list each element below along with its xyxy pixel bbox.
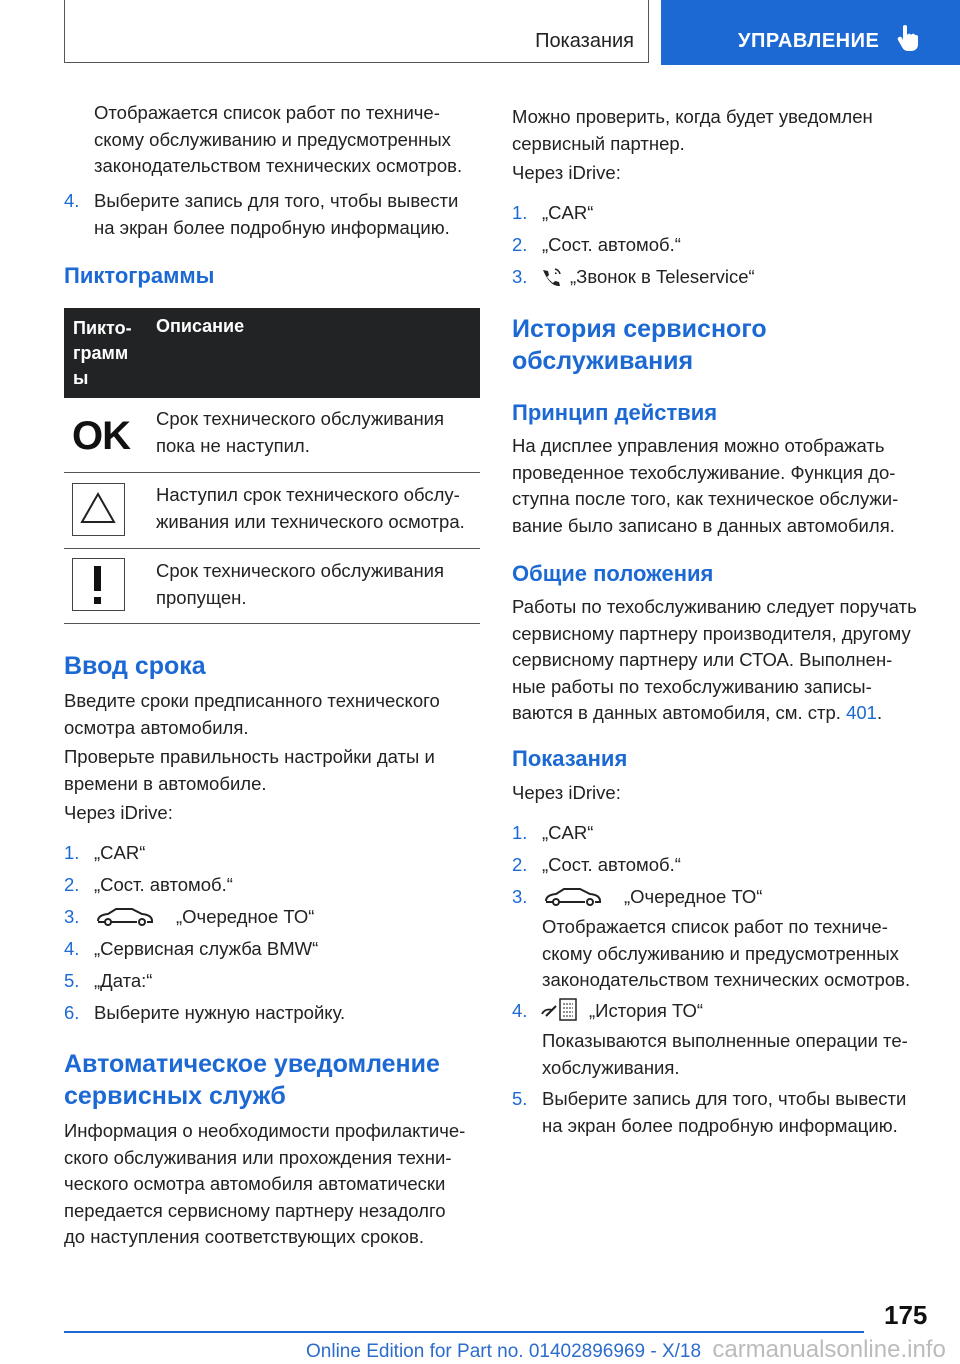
- text-line: хобслуживания.: [542, 1056, 680, 1078]
- step-text: „Сост. автомоб.“: [94, 874, 233, 895]
- text-line: пропущен.: [156, 586, 247, 608]
- step-text: „CAR“: [542, 202, 594, 223]
- text-line: Автоматическое уведомление: [64, 1050, 440, 1078]
- step-number: 1.: [64, 842, 80, 863]
- text-line: Информация о необходимости профилактиче-: [64, 1120, 466, 1141]
- check-paragraph: [512, 104, 932, 157]
- step-text: „Сост. автомоб.“: [542, 854, 681, 875]
- page-number: 175: [884, 1300, 928, 1330]
- text-line: Выберите запись для того, чтобы вывести: [542, 1088, 907, 1109]
- edition-text: Online Edition for Part no. 01402896969 - X/18: [306, 1341, 702, 1362]
- via-idrive: Через iDrive:: [64, 802, 173, 823]
- text-line: сервисный партнер.: [512, 132, 685, 154]
- page-link[interactable]: 401: [846, 702, 877, 723]
- step-number: 2.: [64, 874, 80, 895]
- table-divider: [64, 623, 480, 624]
- general-heading: Общие положения: [512, 561, 714, 586]
- text-line: пока не наступил.: [156, 434, 310, 456]
- step-number: 1.: [512, 822, 528, 843]
- date-paragraph-1: [64, 688, 484, 741]
- footer-divider: [64, 1331, 864, 1333]
- step-number: 4.: [64, 190, 80, 211]
- chapter-tab-label: УПРАВЛЕНИЕ: [738, 30, 880, 52]
- text-line: ные работы по техобслуживанию записы-: [512, 675, 872, 697]
- text-line: [512, 700, 952, 727]
- text-line: Наступил срок технического обслу-: [156, 484, 460, 505]
- readings-heading: Показания: [512, 746, 628, 771]
- text-line: Можно проверить, когда будет уведомлен: [512, 106, 873, 127]
- step-number: 3.: [512, 886, 528, 907]
- step-text: „Очередное ТО“: [624, 886, 763, 907]
- text-line: времени в автомобиле.: [64, 772, 267, 794]
- step-text: „Звонок в Teleservice“: [570, 266, 755, 287]
- table-row-desc: [156, 558, 476, 611]
- car-icon: [94, 905, 156, 927]
- text-line: сервисных служб: [64, 1082, 286, 1110]
- general-text: [512, 594, 952, 727]
- text-line: ступна после того, как техническое обслужи-: [512, 488, 899, 509]
- text-line: передается сервисному партнеру незадолго: [64, 1199, 446, 1221]
- text-line: Срок технического обслуживания: [156, 408, 445, 429]
- step-number: 3.: [64, 906, 80, 927]
- text-line: скому обслуживанию и предусмотренных: [542, 942, 899, 964]
- table-row-desc: [156, 482, 481, 535]
- service-history-icon: [540, 996, 580, 1022]
- hand-pointer-icon: [897, 24, 921, 52]
- step-number: 1.: [512, 202, 528, 223]
- principle-heading: Принцип действия: [512, 400, 718, 425]
- text-line: сервисному партнеру производителя, другому: [512, 622, 911, 644]
- step-text: „Дата:“: [94, 970, 153, 991]
- section-tab-label: Показания: [535, 30, 634, 52]
- table-col2-header: Описание: [156, 316, 245, 336]
- step-number: 2.: [512, 854, 528, 875]
- text-line: Проверьте правильность настройки даты и: [64, 746, 435, 767]
- table-divider: [64, 548, 480, 549]
- text-line: живания или технического осмотра.: [156, 510, 465, 532]
- date-paragraph-2: [64, 744, 484, 797]
- ok-icon-text: OK: [72, 414, 130, 458]
- text-span: .: [876, 702, 883, 723]
- step-text: [94, 188, 494, 241]
- text-line: Введите сроки предписанного технического: [64, 690, 440, 711]
- ok-icon: [72, 414, 130, 459]
- text-line: Выберите запись для того, чтобы вывести: [94, 190, 459, 211]
- step-subtext: [542, 914, 952, 994]
- text-line: Срок технического обслуживания: [156, 560, 445, 581]
- text-line: на экран более подробную информацию.: [542, 1114, 898, 1136]
- text-line: на экран более подробную информацию.: [94, 216, 450, 238]
- text-line: ского обслуживания или прохождения техни-: [64, 1146, 452, 1168]
- step-number: 3.: [512, 266, 528, 287]
- step-text: „Сервисная служба BMW“: [94, 938, 319, 959]
- text-line: скому обслуживанию и предусмотренных: [94, 128, 451, 150]
- text-line: ы: [73, 368, 89, 388]
- step-number: 5.: [512, 1088, 528, 1109]
- watermark: carmanualsonline.info: [712, 1336, 946, 1363]
- text-line: обслуживания: [512, 347, 694, 375]
- text-line: ческого осмотра автомобиля автоматически: [64, 1173, 446, 1194]
- table-col1-header: [73, 316, 148, 391]
- exclamation-icon: [72, 558, 125, 611]
- step-number: 2.: [512, 234, 528, 255]
- step-text: „Очередное ТО“: [176, 906, 315, 927]
- via-idrive: Через iDrive:: [512, 782, 621, 803]
- chapter-tab[interactable]: [661, 0, 960, 65]
- text-line: грамм: [73, 343, 129, 363]
- auto-notification-text: [64, 1118, 484, 1251]
- step-subtext: [542, 1028, 952, 1081]
- principle-text: [512, 433, 942, 539]
- table-divider: [64, 472, 480, 473]
- date-heading: Ввод срока: [64, 652, 206, 680]
- text-line: осмотра автомобиля.: [64, 716, 249, 738]
- text-line: Отображается список работ по техниче-: [94, 102, 440, 123]
- text-line: История сервисного: [512, 315, 767, 343]
- step-number: 4.: [512, 1000, 528, 1021]
- edition-footer: [306, 1336, 946, 1364]
- via-idrive: Через iDrive:: [512, 162, 621, 183]
- step-text: [542, 1086, 952, 1139]
- auto-notification-heading: [64, 1048, 484, 1112]
- text-line: вание было записано в данных автомобиля.: [512, 514, 895, 536]
- text-line: Пикто-: [73, 318, 132, 338]
- phone-service-icon: [540, 266, 564, 288]
- history-heading: [512, 313, 932, 377]
- step-number: 5.: [64, 970, 80, 991]
- pictograms-heading: Пиктограммы: [64, 263, 215, 288]
- text-line: Работы по техобслуживанию следует поручать: [512, 596, 917, 617]
- step-text: „CAR“: [542, 822, 594, 843]
- section-tab[interactable]: [64, 0, 649, 63]
- step-text: „CAR“: [94, 842, 146, 863]
- step-number: 4.: [64, 938, 80, 959]
- text-line: На дисплее управления можно отображать: [512, 435, 885, 456]
- step-text: Выберите нужную настройку.: [94, 1002, 346, 1023]
- text-line: Показываются выполненные операции те-: [542, 1030, 908, 1051]
- warning-triangle-icon: [72, 483, 125, 536]
- step-number: 6.: [64, 1002, 80, 1023]
- intro-paragraph: [94, 100, 494, 180]
- text-line: проведенное техобслуживание. Функция до-: [512, 461, 896, 483]
- step-text: „Сост. автомоб.“: [542, 234, 681, 255]
- text-line: законодательством технических осмотров.: [94, 155, 463, 176]
- step-text: „История ТО“: [589, 1000, 704, 1021]
- text-line: Отображается список работ по техниче-: [542, 916, 888, 937]
- text-line: сервисному партнеру или СТОА. Выполнен-: [512, 649, 893, 670]
- table-header: [64, 308, 480, 398]
- text-span: ваются в данных автомобиля, см. стр.: [512, 702, 847, 723]
- text-line: до наступления соответствующих сроков.: [64, 1226, 424, 1247]
- car-icon: [542, 885, 604, 907]
- text-line: законодательством технических осмотров.: [542, 969, 911, 990]
- table-row-desc: [156, 406, 476, 459]
